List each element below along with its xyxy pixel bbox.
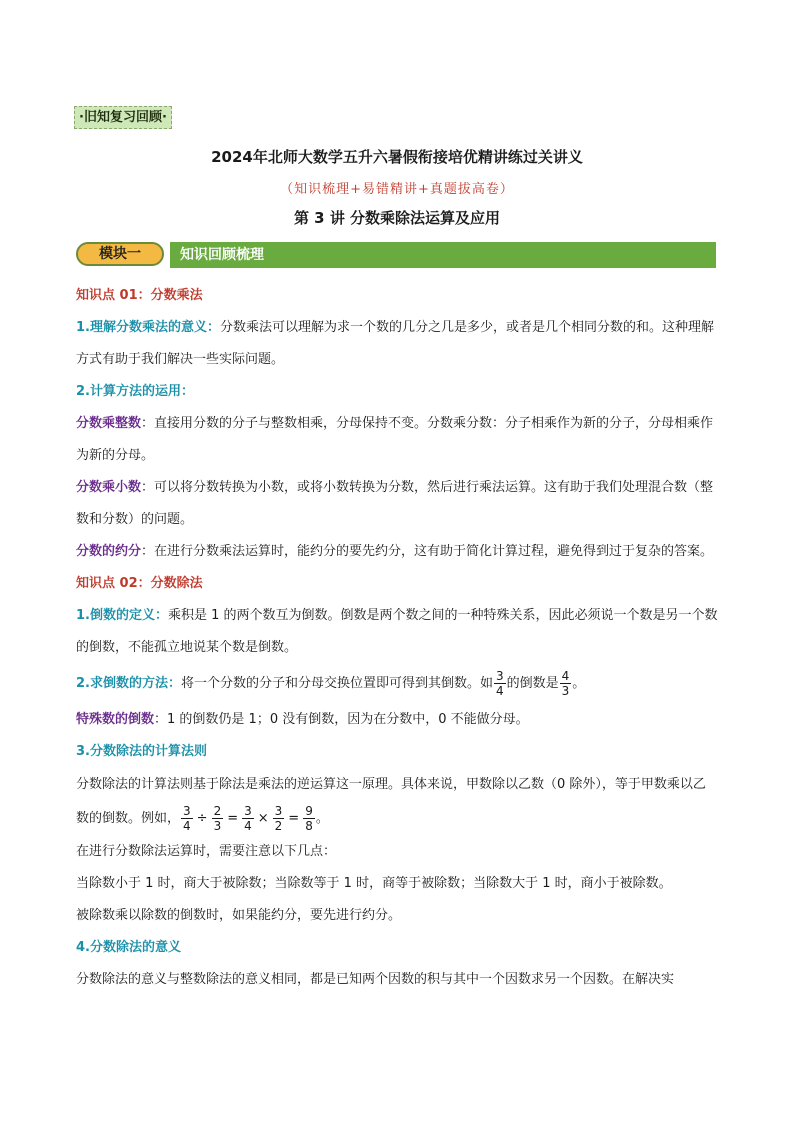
section-heading: 1.倒数的定义： xyxy=(76,608,168,623)
paragraph xyxy=(76,664,718,704)
fraction: $\frac{3}{4}$ xyxy=(244,804,252,833)
point-heading: 分数乘整数 xyxy=(76,416,142,431)
point-heading: 特殊数的倒数 xyxy=(76,712,155,727)
module-pill: 模块一 xyxy=(76,242,164,266)
point-heading: 分数的约分 xyxy=(76,544,142,559)
document-title: 2024年北师大数学五升六暑假衔接培优精讲练过关讲义 xyxy=(211,148,583,166)
section-heading: 4.分数除法的意义 xyxy=(76,940,181,955)
module-bar: 知识回顾梳理 xyxy=(170,242,716,268)
section-tag: ·旧知复习回顾· xyxy=(74,106,172,129)
paragraph xyxy=(76,472,718,536)
section-heading: 3.分数除法的计算法则 xyxy=(76,744,207,759)
equation: $\frac{3}{4}$ ÷ $\frac{2}{3}$ = $\frac{3}{4}$ × $\frac{3}{2}$ = $\frac{9}{8}$ 。 xyxy=(183,804,329,833)
paragraph: 被除数乘以除数的倒数时，如果能约分，要先进行约分。 xyxy=(76,908,402,923)
section-heading: 2.求倒数的方法： xyxy=(76,676,181,691)
paragraph-text: ：在进行分数乘法运算时，能约分的要先约分，这有助于简化计算过程，避免得到过于复杂的答案。 xyxy=(141,544,714,559)
paragraph xyxy=(76,768,718,836)
fraction: $\frac{4}{3}$ xyxy=(561,669,570,698)
paragraph-text: ：可以将分数转换为小数，或将小数转换为分数，然后进行乘法运算。这有助于我们处理混合数（整数和分数）的问题。 xyxy=(76,480,714,527)
section-heading: 1.理解分数乘法的意义： xyxy=(76,320,220,335)
paragraph-text: ：1 的倒数仍是 1；0 没有倒数，因为在分数中，0 不能做分母。 xyxy=(154,712,529,727)
fraction: $\frac{3}{4}$ xyxy=(183,804,191,833)
paragraph xyxy=(76,704,718,736)
knowledge-point-2-title: 知识点 02：分数除法 xyxy=(76,576,203,591)
point-heading: 分数乘小数 xyxy=(76,480,142,495)
paragraph: 当除数小于 1 时，商大于被除数；当除数等于 1 时，商等于被除数；当除数大于 1 时，商小于被除数。 xyxy=(76,876,672,891)
knowledge-point-1-title: 知识点 01：分数乘法 xyxy=(76,288,203,303)
paragraph-text: 乘积是 1 的两个数互为倒数。倒数是两个数之间的一种特殊关系，因此必须说一个数是另一个数的倒数，不能孤立地说某个数是倒数。 xyxy=(76,608,718,655)
paragraph xyxy=(76,600,718,664)
content xyxy=(76,280,718,996)
fraction: $\frac{3}{2}$ xyxy=(274,804,283,833)
paragraph-text: 分数除法的计算法则基于除法是乘法的逆运算这一原理。具体来说，甲数除以乙数（0 除外），等于甲数乘以乙数的倒数。例如， xyxy=(76,777,706,826)
document-subtitle: （知识梳理+易错精讲+真题拔高卷） xyxy=(280,182,514,197)
paragraph-text: 分数乘法可以理解为求一个数的几分之几是多少，或者是几个相同分数的和。这种理解方式有助于我们解决一些实际问题。 xyxy=(76,320,714,367)
section-heading: 2.计算方法的运用： xyxy=(76,384,194,399)
paragraph xyxy=(76,408,718,472)
paragraph: 在进行分数除法运算时，需要注意以下几点： xyxy=(76,844,337,859)
paragraph xyxy=(76,536,718,568)
paragraph xyxy=(76,312,718,376)
paragraph-text: ：直接用分数的分子与整数相乘，分母保持不变。分数乘分数：分子相乘作为新的分子，分母相乘作为新的分母。 xyxy=(76,416,714,463)
paragraph: 分数除法的意义与整数除法的意义相同，都是已知两个因数的积与其中一个因数求另一个因数。在解决实 xyxy=(76,972,675,987)
module-header xyxy=(76,242,716,268)
fraction: $\frac{9}{8}$ xyxy=(305,804,313,833)
lecture-title: 第 3 讲 分数乘除法运算及应用 xyxy=(293,209,501,227)
paragraph-text: 的倒数是 xyxy=(506,676,559,691)
fraction: $\frac{2}{3}$ xyxy=(213,804,222,833)
paragraph-text: 。 xyxy=(572,676,586,691)
fraction: $\frac{3}{4}$ xyxy=(496,669,504,698)
paragraph-text: 将一个分数的分子和分母交换位置即可得到其倒数。如 xyxy=(180,676,493,691)
